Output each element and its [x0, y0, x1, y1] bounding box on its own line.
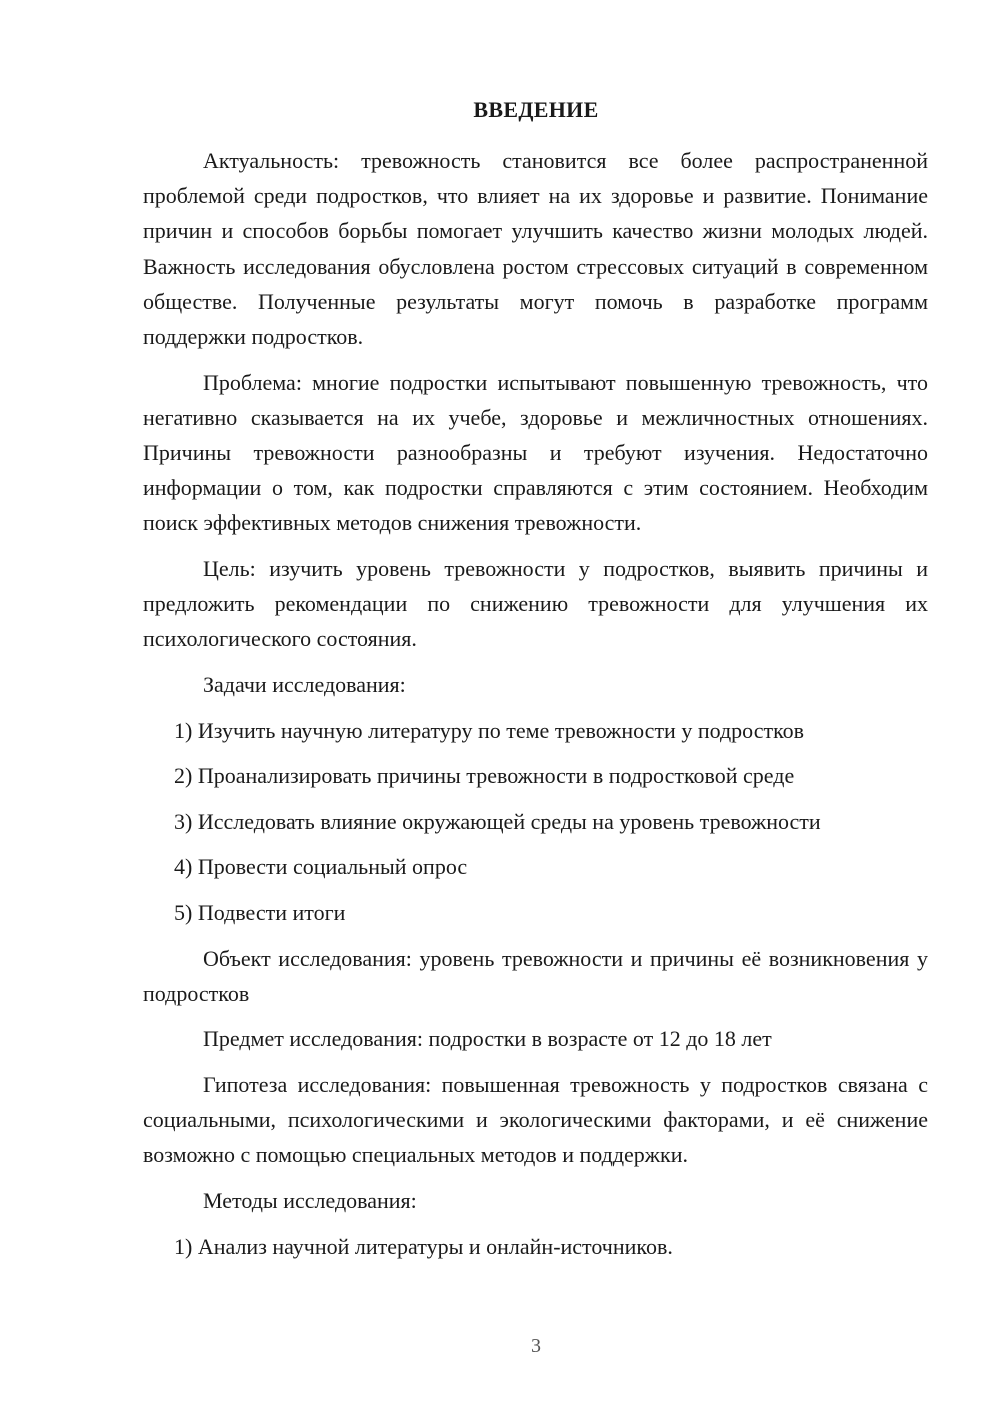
hypothesis-paragraph: Гипотеза исследования: повышенная тревожность у подростков связана с социальными, психологическими и экологическими факторами, и её снижение возможно с помощью специальных методов и поддержки. — [143, 1071, 928, 1168]
methods-heading: Методы исследования: — [203, 1187, 417, 1213]
relevance-paragraph: Актуальность: тревожность становится все более распространенной проблемой среди подростков, что влияет на их здоровье и развитие. Понимание причин и способов борьбы помогает улучшить качество жизни молодых людей. Важность исследования обусловлена ростом стрессовых ситуаций в современном обществе. Полученные результаты могут помочь в разработке программ поддержки подростков. — [143, 148, 928, 350]
page-number: 3 — [531, 1335, 541, 1357]
tasks-heading: Задачи исследования: — [203, 672, 406, 698]
document-body — [143, 143, 928, 1274]
list-item: 2) Проанализировать причины тревожности в подростковой среде — [174, 763, 795, 789]
list-item: 1) Изучить научную литературу по теме тревожности у подростков — [174, 717, 805, 743]
problem-paragraph: Проблема: многие подростки испытывают повышенную тревожность, что негативно сказывается на их учебе, здоровье и межличностных отношениях. Причины тревожности разнообразны и требуют изучения. Недостаточно информации о том, как подростки справляются с этим состоянием. Необходим поиск эффективных методов снижения тревожности. — [143, 369, 928, 536]
tasks-list — [143, 713, 928, 931]
list-item: 1) Анализ научной литературы и онлайн-источников. — [174, 1233, 673, 1259]
object-paragraph: Объект исследования: уровень тревожности и причины её возникновения у подростков — [143, 945, 928, 1006]
list-item: 3) Исследовать влияние окружающей среды на уровень тревожности — [174, 808, 821, 834]
subject-paragraph: Предмет исследования: подростки в возрасте от 12 до 18 лет — [203, 1026, 772, 1052]
page-title: ВВЕДЕНИЕ — [473, 97, 599, 122]
goal-paragraph: Цель: изучить уровень тревожности у подростков, выявить причины и предложить рекомендации по снижению тревожности для улучшения их психологического состояния. — [143, 556, 928, 652]
list-item: 4) Провести социальный опрос — [174, 854, 468, 880]
methods-list — [143, 1229, 928, 1264]
list-item: 5) Подвести итоги — [174, 899, 346, 925]
